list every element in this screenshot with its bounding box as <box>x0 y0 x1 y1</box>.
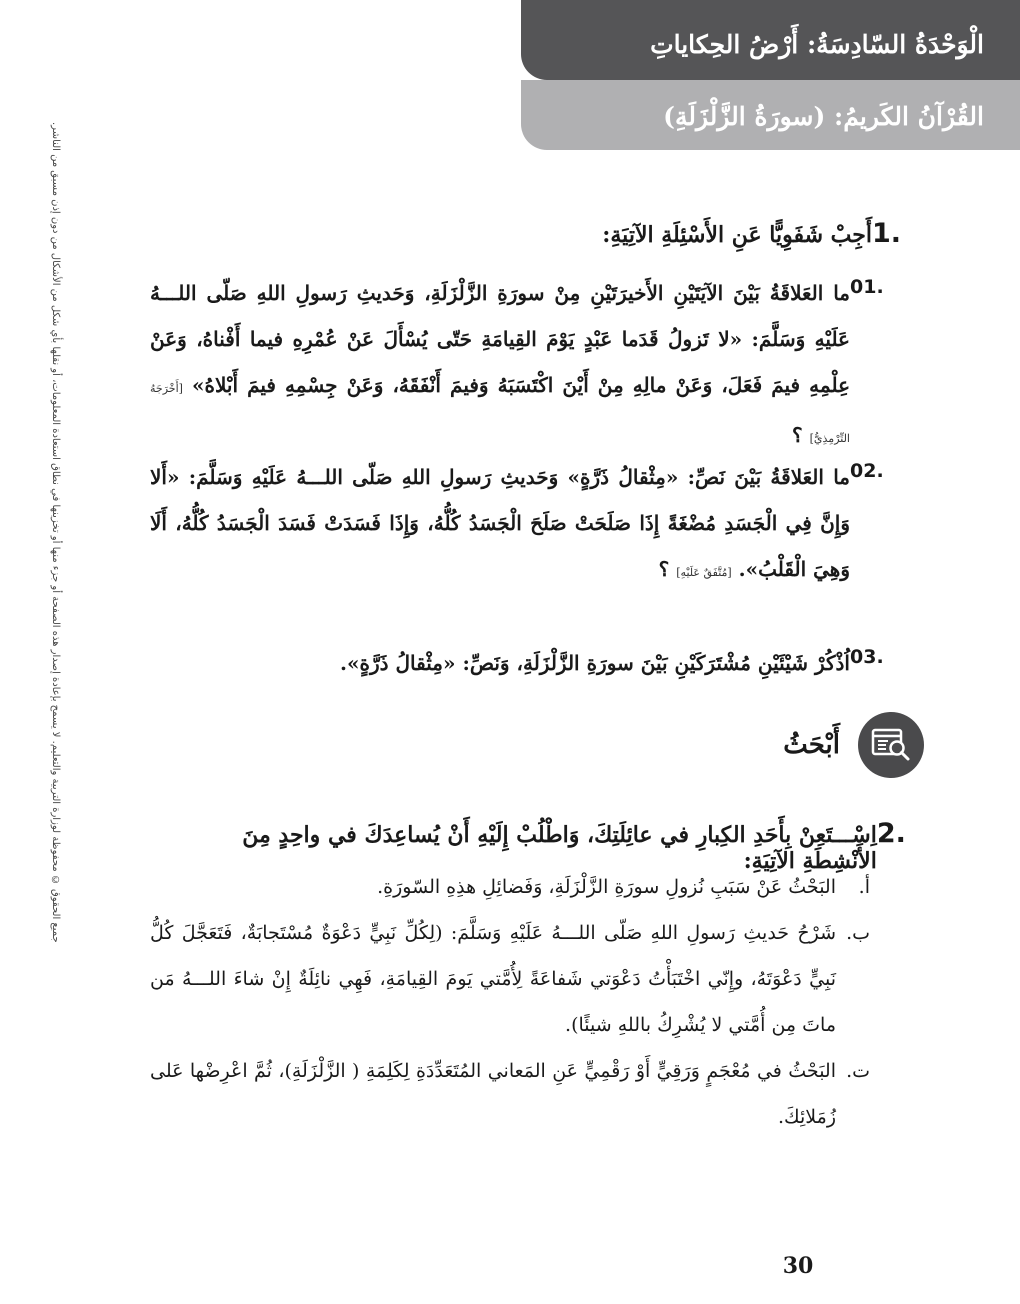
question-mark: ؟ <box>658 557 670 581</box>
sub-question-text <box>150 270 850 462</box>
question-number: 1. <box>872 218 902 249</box>
list-item <box>150 864 870 910</box>
sub-question-body: ما العَلاقَةُ بَيْنَ نَصِّ: «مِثْقالُ ذَرَّةٍ» وَحَديثِ رَسولِ اللهِ صَلّى اللـــهُ عَلَيْهِ وَسَلَّمَ: «أَلا وَإِنَّ فِي الْجَسَدِ مُضْغَةً إِذَا صَلَحَتْ صَلَحَ الْجَسَدُ كُلُّهُ، وَإِذَا فَسَدَتْ فَسَدَ الْجَسَدُ كُلُّهُ، أَلَا وَهِيَ الْقَلْبُ». <box>150 465 850 581</box>
sub-question-number: 03. <box>850 646 884 668</box>
research-section-heading <box>783 712 924 778</box>
lesson-title: القُرْآنُ الكَريمُ: (سورَةُ الزَّلْزَلَةِ) <box>663 102 984 131</box>
question-1-heading <box>168 218 928 249</box>
hadith-citation: [مُتَّفَقٌ عَلَيْهِ] <box>676 566 732 579</box>
activity-text: البَحْثُ في مُعْجَمٍ وَرَقِيٍّ أَوْ رَقْمِيٍّ عَنِ المَعاني المُتَعَدِّدَةِ لِكَلِمَةِ ( الزَّلْزَلَةِ)، ثُمَّ اعْرِضْها عَلى زُمَلائِكَ. <box>150 1060 836 1128</box>
activity-text: شَرْحُ حَديثِ رَسولِ اللهِ صَلّى اللـــهُ عَلَيْهِ وَسَلَّمَ: (لِكُلِّ نَبِيٍّ دَعْوَةٌ مُسْتَجابَةٌ، فَتَعَجَّلَ كُلُّ نَبِيٍّ دَعْوَتَهُ، وإِنّي اخْتَبَأْتُ دَعْوَتي شَفاعَةً لِأُمَّتي يَومَ القِيامَةِ، فَهِي نائِلَةٌ إِنْ شاءَ اللـــهُ مَن ماتَ مِن أُمَّتي لا يُشْرِكُ باللهِ شيئًا). <box>150 922 837 1036</box>
activity-text: البَحْثُ عَنْ سَبَبِ نُزولِ سورَةِ الزَّلْزَلَةِ، وَفَضائِلِ هذِهِ السّورَةِ. <box>377 876 836 898</box>
question-number: 2. <box>876 818 906 849</box>
hadith-citation: [أَخْرَجَهُ التِّرْمِذِيُّ] <box>150 382 850 445</box>
activity-letter: ب. <box>846 922 870 944</box>
question-prompt: اِسْـــتَعِنْ بِأَحَدِ الكِبارِ في عائِلَتِكَ، وَاطْلُبْ إِلَيْهِ أَنْ يُساعِدَكَ في واحِدٍ مِنَ الأَنْشِطَةِ الآتِيَةِ: <box>242 822 877 874</box>
copyright-notice: جميع الحقوق © محفوظة لوزارة التربية والتعليم. لا يسمح بإعادة إصدار هذه الصفحة أو جزء منها أو تخزينها في نطاق استعادة المعلومات، أو نقلها بأي شكل من الأشكال من دون إذن مسبق من الناشر. <box>50 121 61 943</box>
sub-question <box>150 270 910 462</box>
sub-question <box>150 454 910 596</box>
sub-question-text <box>150 454 850 596</box>
list-item <box>150 1048 870 1140</box>
activity-list <box>150 864 870 1140</box>
sub-question-body: اُذْكُرْ شَيْئَيْنِ مُشْتَرَكَيْنِ بَيْنَ سورَةِ الزَّلْزَلَةِ، وَنَصِّ: «مِثْقالُ ذَرَّةٍ». <box>340 651 850 675</box>
activity-letter: أ. <box>858 876 870 898</box>
question-prompt: أَجِبْ شَفَوِيًّا عَنِ الأَسْئِلَةِ الآتِيَةِ: <box>602 222 872 248</box>
activity-letter: ت. <box>846 1060 870 1082</box>
unit-title: الْوَحْدَةُ السّادِسَةُ: أَرْضُ الحِكاياتِ <box>650 30 984 59</box>
unit-title-tab <box>521 0 1020 80</box>
list-item <box>150 910 870 1048</box>
sub-question-number: 02. <box>850 460 884 482</box>
page-number: 30 <box>782 1253 814 1279</box>
sub-question-body: ما العَلاقَةُ بَيْنَ الآيَتَيْنِ الأَخيرَتَيْنِ مِنْ سورَةِ الزَّلْزَلَةِ، وَحَديثِ رَسولِ اللهِ صَلّى اللـــهُ عَلَيْهِ وَسَلَّمَ: «لا تَزولُ قَدَما عَبْدٍ يَوْمَ القِيامَةِ حَتّى يُسْأَلَ عَنْ عُمْرِهِ فيما أَفْناهُ، وَعَنْ عِلْمِهِ فيمَ فَعَلَ، وَعَنْ مالِهِ مِنْ أَيْنَ اكْتَسَبَهُ وَفيمَ أَنْفَقَهُ، وَعَنْ جِسْمِهِ فيمَ أَبْلاهُ» <box>150 281 851 397</box>
research-icon <box>858 712 924 778</box>
sub-question-number: 01. <box>850 276 884 298</box>
sub-question <box>150 640 910 686</box>
sub-question-text <box>150 640 850 686</box>
lesson-title-tab <box>521 80 1020 150</box>
question-mark: ؟ <box>792 423 803 447</box>
research-title: أَبْحَثُ <box>783 730 840 760</box>
